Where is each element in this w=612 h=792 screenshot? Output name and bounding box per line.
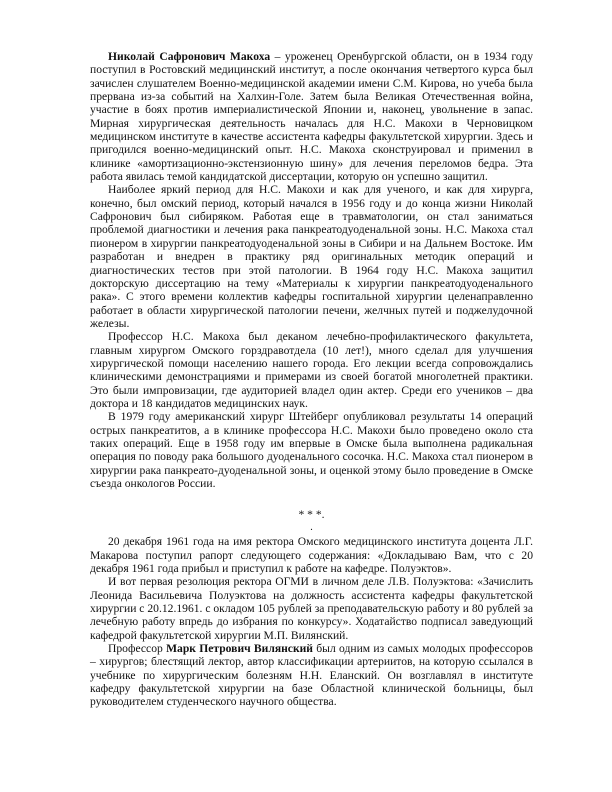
section-separator: * * *. xyxy=(298,508,325,522)
paragraph-resolution: И вот первая резолюция ректора ОГМИ в личном деле Л.В. Полуэктова: «Зачислить Леонида Васильевича Полуэктова на должность ассистента кафедры факультетской хирургии с 20.12.1961. с окладом 105 рублей за преподавательскую работу и 80 рублей за лечебную работу впредь до избрания по конкурсу». Ходатайство подписал заведующий кафедрой факультетской хирургии М.П. Вилянский. xyxy=(90,575,533,642)
section-separator-dot: . xyxy=(310,522,313,534)
paragraph-omsk-period: Наиболее яркий период для Н.С. Макохи и как для ученого, и как для хирурга, конечно, был омский период, который начался в 1956 году и до конца жизни Николай Сафронович был сибиряком. Работая еще в травматологии, он стал заниматься проблемой диагностики и лечения рака панкреатодуоденальной зоны. Н.С. Макоха стал пионером в хирургии панкреатодуоденальной зоны в Сибири и на Дальнем Востоке. Им разработан и внедрен в практику ряд оригинальных методик операций и диагностических тестов при этой патологии. В 1964 году Н.С. Макоха защитил докторскую диссертацию на тему «Материалы к хирургии панкреатодуоденального рака». С этого времени коллектив кафедры госпитальной хирургии целенаправленно работает в области хирургической патологии печени, желчных путей и поджелудочной железы. xyxy=(90,183,533,330)
paragraph-report: 20 декабря 1961 года на имя ректора Омского медицинского института доцента Л.Г. Макарова поступил рапорт следующего содержания: «Докладываю Вам, что с 20 декабря 1961 года прибыл и приступил к работе на кафедре. Полуэктов». xyxy=(90,535,533,576)
paragraph-text: – уроженец Оренбургской области, он в 1934 году поступил в Ростовский медицинский институт, а после окончания четвертого курса был зачислен слушателем Военно-медицинской академии имени С.М. Кирова, но учеба была прервана из-за событий на Халхин-Голе. Затем была Великая Отечественная война, участие в боях против империалистической Японии и, наконец, увольнение в запас. Мирная хирургическая деятельность началась для Н.С. Макохи в Черновицком медицинском институте в качестве ассистента кафедры факультетской хирургии. Здесь и пригодился военно-медицинский опыт. Н.С. Макоха сконструировал и применил в клинике «амортизационно-экстензионную шину» для лечения переломов бедра. Эта работа явилась темой кандидатской диссертации, которую он успешно защитил. xyxy=(90,50,533,184)
paragraph-text-after: был одним из самых молодых профессоров – хирургов; блестящий лектор, автор классификации артериитов, на которую ссылался в учебнике по хирургическим болезням Н.Н. Еланский. Он возглавлял в институте кафедру факультетской хирургии на базе Областной клинической больницы, был руководителем студенческого научного общества. xyxy=(90,642,533,709)
paragraph-dean: Профессор Н.С. Макоха был деканом лечебно-профилактического факультета, главным хирургом Омского горздравотдела (10 лет!), много сделал для улучшения хирургической помощи населению нашего города. Его лекции всегда сопровождались клиническими демонстрациями и примерами из своей богатой многолетней практики. Это были импровизации, где аудиторией владел один актер. Среди его учеников – два доктора и 18 кандидатов медицинских наук. xyxy=(90,330,533,410)
paragraph-makokha-intro xyxy=(90,50,533,183)
person-name-vilyansky: Марк Петрович Вилянский xyxy=(166,642,313,656)
paragraph-vilyansky xyxy=(90,642,533,709)
paragraph-pancreatitis: В 1979 году американский хирург Штейберг опубликовал результаты 14 операций острых панкреатитов, а в клинике профессора Н.С. Макохи было проведено около ста таких операций. Еще в 1958 году им впервые в Омске была выполнена радикальная операция по поводу рака большого дуоденального сосочка. Н.С. Макоха стал пионером в хирургии рака панкреато-дуоденальной зоны, и оценкой этому было проведение в Омске съезда онкологов России. xyxy=(90,410,533,490)
person-name-makokha: Николай Сафронович Макоха xyxy=(108,50,271,63)
paragraph-text-before: Профессор xyxy=(108,642,167,656)
